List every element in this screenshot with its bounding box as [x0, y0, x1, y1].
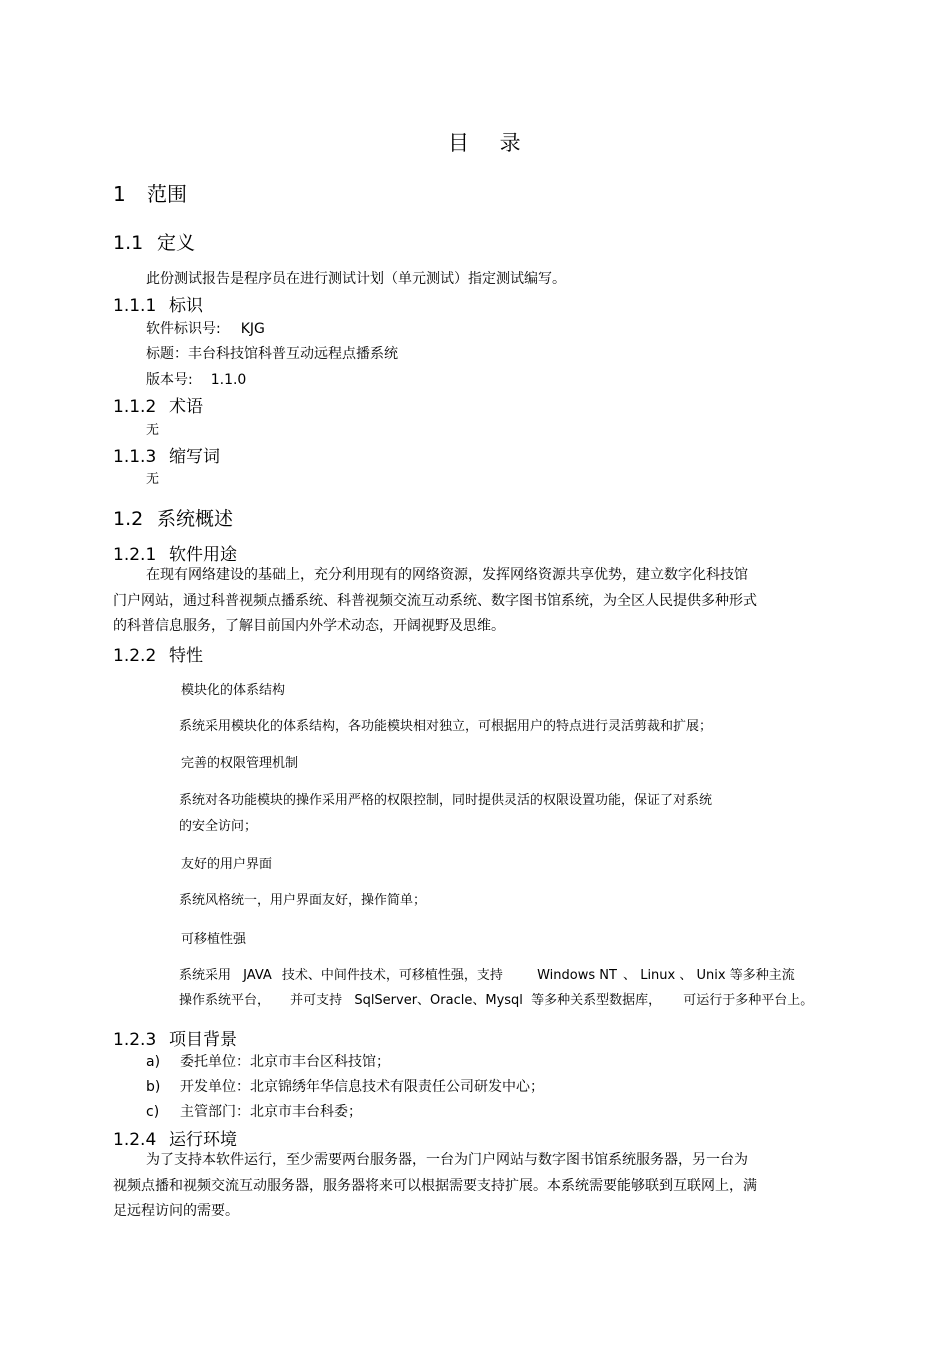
- toc-title: 目 录: [448, 131, 533, 155]
- text-segment: 技术、中间件技术，可移植性强，支持: [281, 968, 503, 983]
- text-segment: 等多种主流: [729, 968, 795, 983]
- software-id-value: KJG: [240, 321, 265, 337]
- list-item: [146, 1076, 544, 1096]
- text-segment: 可运行于多种平台上。: [683, 993, 814, 1008]
- heading-title: 标识: [169, 296, 203, 316]
- heading-number: 1: [113, 182, 126, 206]
- heading-title: 定义: [157, 232, 196, 254]
- heading-number: 1.1.1: [113, 296, 157, 316]
- list-item: [146, 1101, 362, 1121]
- heading-number: 1.2.3: [113, 1030, 157, 1050]
- software-id-line: [146, 318, 265, 338]
- heading-1-2: [113, 504, 233, 531]
- list-marker: b): [146, 1079, 161, 1095]
- feature-text-portability-2: [179, 989, 813, 1008]
- feature-text-permission-2: 的安全访问；: [179, 819, 258, 834]
- heading-1-1-3: [113, 442, 220, 467]
- feature-text-ui: 系统风格统一，用户界面友好，操作简单；: [179, 893, 427, 908]
- text-segment: Unix: [696, 968, 726, 983]
- heading-number: 1.2: [113, 508, 144, 530]
- list-marker: c): [146, 1104, 160, 1120]
- heading-1-2-1: [113, 540, 237, 565]
- text-segment: SqlServer、Oracle、Mysql: [354, 993, 523, 1008]
- list-item: [146, 1051, 390, 1071]
- heading-1-2-4: [113, 1125, 237, 1150]
- heading-number: 1.2.4: [113, 1130, 157, 1150]
- version-label: 版本号:: [146, 372, 193, 388]
- abbreviations-text: 无: [146, 472, 160, 487]
- text-segment: Windows NT: [537, 968, 617, 983]
- terms-text: 无: [146, 423, 160, 438]
- version-line: [146, 369, 246, 389]
- heading-number: 1.2.2: [113, 646, 157, 666]
- text-segment: 等多种关系型数据库，: [531, 993, 662, 1008]
- heading-1: [113, 178, 187, 207]
- heading-title: 系统概述: [157, 508, 234, 530]
- text-segment: 、: [623, 968, 637, 983]
- text-segment: 并可支持: [290, 993, 343, 1008]
- title-line: 标题：丰台科技馆科普互动远程点播系统: [146, 346, 398, 362]
- heading-title: 术语: [169, 397, 203, 417]
- list-item-text: 委托单位：北京市丰台区科技馆；: [180, 1054, 390, 1070]
- text-segment: 、: [679, 968, 693, 983]
- software-id-label: 软件标识号:: [146, 321, 221, 337]
- heading-title: 特性: [169, 646, 203, 666]
- feature-title-ui: 友好的用户界面: [181, 857, 273, 872]
- feature-title-modular: 模块化的体系结构: [181, 683, 286, 698]
- purpose-paragraph: 在现有网络建设的基础上，充分利用现有的网络资源，发挥网络资源共享优势，建立数字化科技馆门户网站，通过科普视频点播系统、科普视频交流互动系统、数字图书馆系统，为全区人民提供多种形式的科普信息服务，了解目前国内外学术动态，开阔视野及思维。: [113, 567, 757, 634]
- heading-number: 1.1.2: [113, 397, 157, 417]
- heading-title: 范围: [147, 182, 187, 206]
- heading-number: 1.1: [113, 232, 144, 254]
- heading-title: 缩写词: [169, 447, 220, 467]
- heading-title: 软件用途: [169, 545, 237, 565]
- text-segment: Linux: [640, 968, 676, 983]
- text-segment: 系统采用: [179, 968, 232, 983]
- heading-title: 运行环境: [169, 1130, 237, 1150]
- feature-text-portability-1: [179, 964, 795, 983]
- heading-1-2-3: [113, 1025, 237, 1050]
- text-segment: JAVA: [243, 968, 272, 983]
- feature-title-portability: 可移植性强: [181, 932, 247, 947]
- heading-1-2-2: [113, 641, 203, 666]
- heading-1-1-2: [113, 392, 203, 417]
- heading-1-1-1: [113, 291, 203, 316]
- feature-text-modular: 系统采用模块化的体系结构，各功能模块相对独立，可根据用户的特点进行灵活剪裁和扩展；: [179, 719, 713, 734]
- heading-title: 项目背景: [169, 1030, 237, 1050]
- text-segment: 操作系统平台，: [179, 993, 271, 1008]
- definition-text: 此份测试报告是程序员在进行测试计划（单元测试）指定测试编写。: [146, 271, 566, 287]
- heading-1-1: [113, 228, 195, 255]
- feature-text-permission-1: 系统对各功能模块的操作采用严格的权限控制，同时提供灵活的权限设置功能，保证了对系统: [179, 793, 713, 808]
- version-value: 1.1.0: [210, 372, 247, 388]
- list-item-text: 开发单位：北京锦绣年华信息技术有限责任公司研发中心；: [180, 1079, 544, 1095]
- environment-paragraph: 为了支持本软件运行，至少需要两台服务器，一台为门户网站与数字图书馆系统服务器，另一台为视频点播和视频交流互动服务器，服务器将来可以根据需要支持扩展。本系统需要能够联到互联网上，满足远程访问的需要。: [113, 1152, 757, 1219]
- heading-number: 1.1.3: [113, 447, 157, 467]
- list-item-text: 主管部门：北京市丰台科委；: [180, 1104, 362, 1120]
- feature-title-permission: 完善的权限管理机制: [181, 756, 299, 771]
- list-marker: a): [146, 1054, 161, 1070]
- heading-number: 1.2.1: [113, 545, 157, 565]
